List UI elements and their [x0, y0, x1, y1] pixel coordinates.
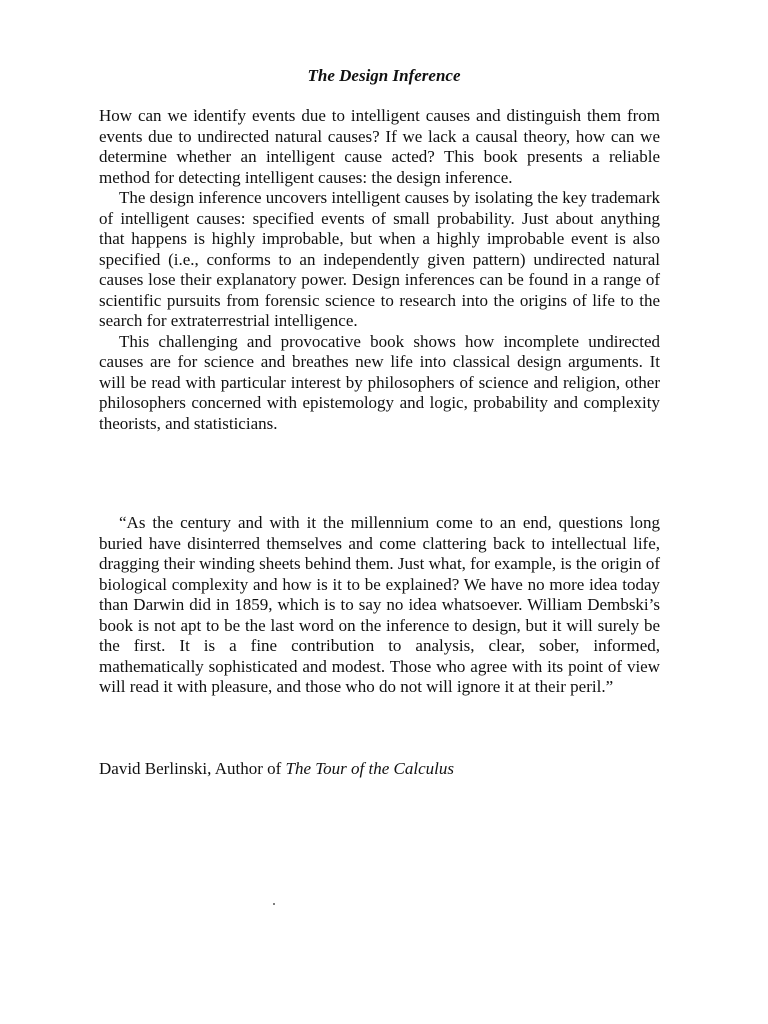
- attribution-author: David Berlinski, Author of: [99, 759, 286, 778]
- scan-speck: [273, 903, 275, 905]
- attribution-book-title: The Tour of the Calculus: [285, 759, 454, 778]
- description-paragraph-2: The design inference uncovers intelligent causes by isolating the key trademark of intelligent causes: specified events of small probability. Just about anything that happens is highly improbable, but when a highly improbable event is also specified (i.e., conforms to an independently given pattern) undirected natural causes lose their explanatory power. Design inferences can be found in a range of scientific pursuits from forensic science to research into the origins of life to the search for extraterrestrial intelligence.: [99, 188, 660, 330]
- description-paragraph-1: How can we identify events due to intelligent causes and distinguish them from events due to undirected natural causes? If we lack a causal theory, how can we determine whether an intelligent cause acted? This book presents a reliable method for detecting intelligent causes: the design inference.: [99, 106, 660, 187]
- quote-attribution: [99, 758, 660, 780]
- description-paragraph-3: This challenging and provocative book shows how incomplete undirected causes are for science and breathes new life into classical design arguments. It will be read with particular interest by philosophers of science and religion, other philosophers concerned with epistemology and logic, probability and complexity theorists, and statisticians.: [99, 331, 660, 433]
- endorsement-quote: [99, 513, 660, 698]
- quote-text: “As the century and with it the millennium come to an end, questions long buried have disinterred themselves and come clattering back to intellectual life, dragging their winding sheets behind them. Just what, for example, is the origin of biological complexity and how is it to be explained? We have no more idea today than Darwin did in 1859, which is to say no idea whatsoever. William Dembski’s book is not apt to be the last word on the inference to design, but it will surely be the first. It is a fine contribution to analysis, clear, sober, informed, mathematically sophisticated and modest. Those who agree with its point of view will read it with pleasure, and those who do not will ignore it at their peril.”: [99, 513, 660, 696]
- page-title: The Design Inference: [307, 66, 461, 85]
- description-body: [99, 106, 660, 434]
